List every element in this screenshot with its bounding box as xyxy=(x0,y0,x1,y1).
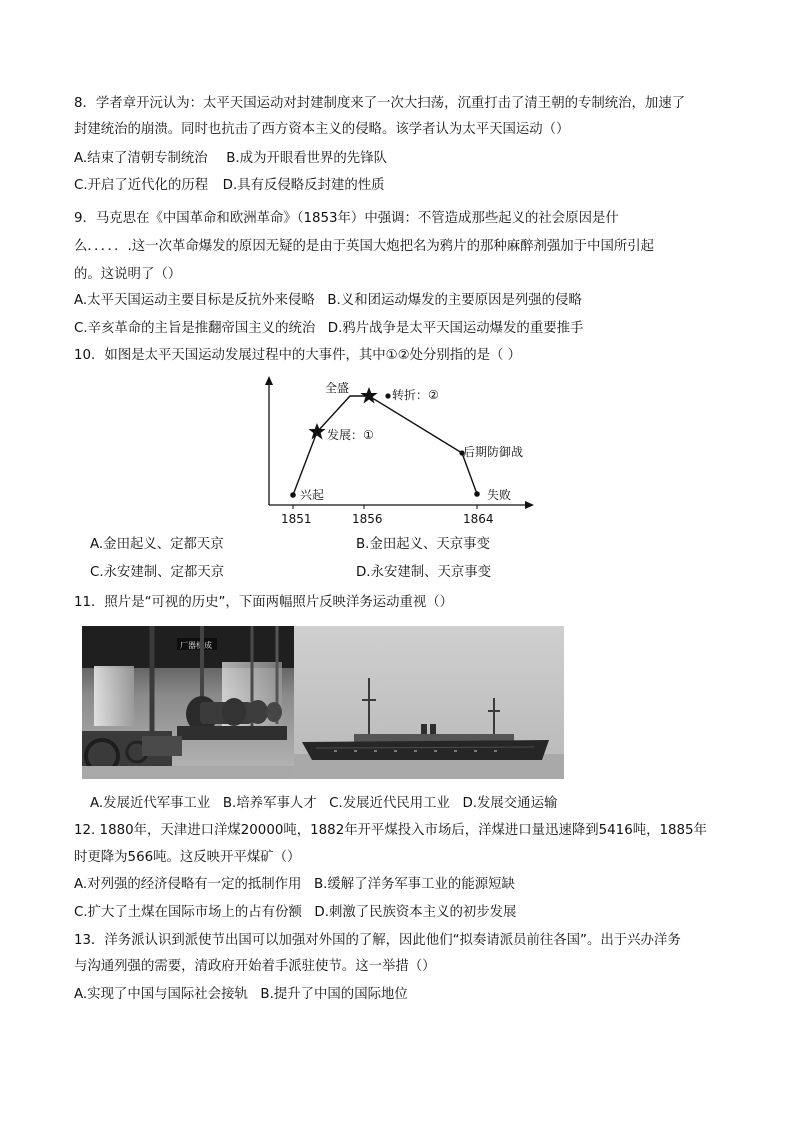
q12-option-d[interactable]: D.刺激了民族资本主义的初步发展 xyxy=(314,905,517,920)
warship-hull xyxy=(302,740,549,760)
q9-options-row1 xyxy=(74,292,582,310)
q9-stem-line1: 9．马克思在《中国革命和欧洲革命》（1853年）中强调：不管造成那些起义的社会原因是什 xyxy=(74,211,619,226)
q12-option-a[interactable]: A.对列强的经济侵略有一定的抵制作用 xyxy=(74,877,302,892)
q12-stem-line1: 12. 1880年，天津进口洋煤20000吨，1882年开平煤投入市场后，洋煤进口量迅速降到5416吨，1885年 xyxy=(74,823,707,838)
q8-option-c[interactable]: C.开启了近代化的历程 xyxy=(74,178,209,193)
photo-machine-factory xyxy=(82,626,294,779)
q13-option-a[interactable]: A.实现了中国与国际社会接轨 xyxy=(74,987,248,1002)
q8-stem-line2: 封建统治的崩溃。同时也抗击了西方资本主义的侵略。该学者认为太平天国运动（） xyxy=(74,122,570,137)
label-turn: 转折：② xyxy=(392,388,439,402)
q12-option-c[interactable]: C.扩大了土煤在国际市场上的占有份额 xyxy=(74,905,302,920)
tick-label-1856: 1856 xyxy=(352,512,383,526)
q10-option-b[interactable]: B.金田起义、天京事变 xyxy=(356,537,490,552)
q12-options-row2 xyxy=(74,904,516,922)
q9-stem-line3: 的。这说明了（） xyxy=(74,267,182,282)
q8-options-row1 xyxy=(74,150,387,168)
q10-stem: 10．如图是太平天国运动发展过程中的大事件，其中①②处分别指的是（ ） xyxy=(74,348,522,363)
tick-label-1864: 1864 xyxy=(463,512,494,526)
q11-option-d[interactable]: D.发展交通运输 xyxy=(462,796,558,811)
q8-option-d[interactable]: D.具有反侵略反封建的性质 xyxy=(222,178,385,193)
tick-label-1851: 1851 xyxy=(281,512,312,526)
q8-options-row2 xyxy=(74,177,385,195)
q8-stem-line1: 8．学者章开沅认为：太平天国运动对封建制度来了一次大扫荡，沉重打击了清王朝的专制统治，加速了 xyxy=(74,96,686,111)
q9-option-c[interactable]: C.辛亥革命的主旨是推翻帝国主义的统治 xyxy=(74,321,316,336)
q12-stem-line2: 时更降为566吨。这反映开平煤矿（） xyxy=(74,850,301,865)
point-fail xyxy=(474,491,480,497)
factory-sign-text: 厂器机成 xyxy=(180,641,212,650)
x-axis-arrow xyxy=(525,501,534,509)
label-develop: 发展：① xyxy=(327,428,374,442)
label-peak: 全盛 xyxy=(325,381,350,395)
q9-option-b[interactable]: B.义和团运动爆发的主要原因是列强的侵略 xyxy=(327,293,582,308)
q8-option-a[interactable]: A.结束了清朝专制统治 xyxy=(74,151,208,166)
q10-option-c[interactable]: C.永安建制、定都天京 xyxy=(90,565,225,580)
y-axis-arrow xyxy=(265,376,273,385)
q9-option-a[interactable]: A.太平天国运动主要目标是反抗外来侵略 xyxy=(74,293,315,308)
point-peak-star xyxy=(360,387,377,404)
q11-option-c[interactable]: C.发展近代民用工业 xyxy=(329,796,450,811)
q8-option-b[interactable]: B.成为开眼看世界的先锋队 xyxy=(226,151,387,166)
q13-stem-line1: 13．洋务派认识到派使节出国可以加强对外国的了解，因此他们“拟奏请派员前往各国”。出于兴办洋务 xyxy=(74,933,681,948)
q13-stem-line2: 与沟通列强的需要，清政府开始着手派驻使节。这一举措（） xyxy=(74,959,436,974)
q9-stem-line2: 么．．．．．.这一次革命爆发的原因无疑的是由于英国大炮把名为鸦片的那种麻醉剂强加于中国所引起 xyxy=(74,239,655,254)
label-fail: 失败 xyxy=(487,488,512,502)
q9-option-d[interactable]: D.鸦片战争是太平天国运动爆发的重要推手 xyxy=(327,321,584,336)
q13-option-b[interactable]: B.提升了中国的国际地位 xyxy=(260,987,408,1002)
series-line xyxy=(293,396,477,495)
q12-options-row1 xyxy=(74,876,515,894)
label-rise: 兴起 xyxy=(300,488,325,502)
photo-warship xyxy=(294,626,564,779)
foreground-machinery xyxy=(82,731,182,772)
q11-options-row xyxy=(90,795,557,813)
q13-options-row1 xyxy=(74,986,408,1004)
q11-option-b[interactable]: B.培养军事人才 xyxy=(222,796,317,811)
q12-option-b[interactable]: B.缓解了洋务军事工业的能源短缺 xyxy=(313,877,515,892)
q9-options-row2 xyxy=(74,320,583,338)
point-turn xyxy=(385,393,390,398)
taiping-development-chart xyxy=(255,370,545,530)
q10-option-a[interactable]: A.金田起义、定都天京 xyxy=(90,537,224,552)
label-defense: 后期防御战 xyxy=(463,445,524,459)
q11-option-a[interactable]: A.发展近代军事工业 xyxy=(90,796,211,811)
q10-option-d[interactable]: D.永安建制、天京事变 xyxy=(356,565,492,580)
q11-stem: 11．照片是“可视的历史”，下面两幅照片反映洋务运动重视（） xyxy=(74,595,454,610)
point-rise xyxy=(290,492,296,498)
